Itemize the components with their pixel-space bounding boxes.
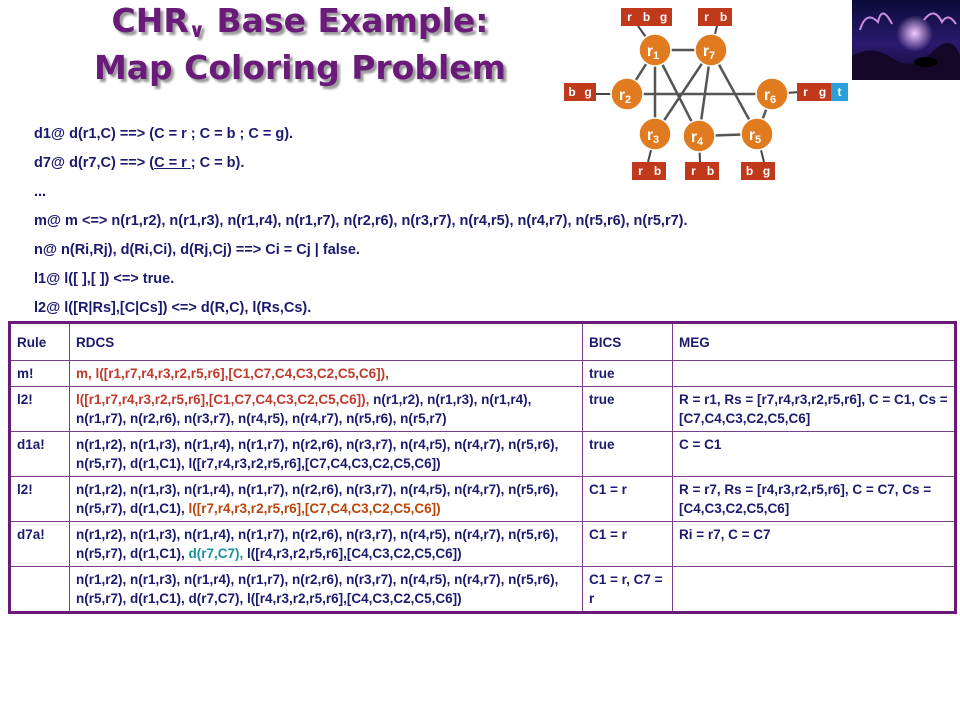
header-meg: MEG — [673, 323, 956, 361]
underlined-choice: C = r — [154, 155, 191, 171]
rdcs-highlight: m, l([r1,r7,r4,r3,r2,r5,r6],[C1,C7,C4,C3,C2,C5,C6]), — [76, 366, 389, 381]
cell-rule: d1a! — [10, 432, 70, 477]
program-line: m@ m <=> n(r1,r2), n(r1,r3), n(r1,r4), n(r1,r7), n(r2,r6), n(r3,r7), n(r4,r5), n(r4,r7), n(r5,r6), n(r5,r7). — [34, 213, 688, 229]
cell-meg: C = C1 — [673, 432, 956, 477]
table-row — [10, 387, 956, 432]
title-line-2: Map Coloring Problem — [93, 48, 507, 87]
cell-bics: C1 = r — [583, 522, 673, 567]
table-row — [10, 522, 956, 567]
execution-trace-table — [8, 321, 957, 614]
svg-text:b: b — [653, 164, 662, 178]
domain-r5 — [741, 162, 775, 180]
cell-rdcs: n(r1,r2), n(r1,r3), n(r1,r4), n(r1,r7), n(r2,r6), n(r3,r7), n(r4,r5), n(r4,r7), n(r5,r6), n(r5,r7), d(r1,C1), d(r7,C7), l([r4,r3,r2,r5,r6],[C4,C3,C2,C5,C6]) — [70, 522, 583, 567]
header-bics: BICS — [583, 323, 673, 361]
svg-text:g: g — [659, 10, 668, 24]
cell-rdcs: n(r1,r2), n(r1,r3), n(r1,r4), n(r1,r7), n(r2,r6), n(r3,r7), n(r4,r5), n(r4,r7), n(r5,r6), n(r5,r7), d(r1,C1), l([r7,r4,r3,r2,r5,r6],[C7,C4,C3,C2,C5,C6]) — [70, 477, 583, 522]
node-label-r6: r6 — [763, 87, 777, 106]
rdcs-highlight: d(r7,C7), — [188, 546, 244, 561]
table-row — [10, 477, 956, 522]
header-rule: Rule — [10, 323, 70, 361]
svg-text:g: g — [818, 85, 827, 99]
cell-rule: l2! — [10, 477, 70, 522]
domain-r7 — [698, 8, 732, 26]
table-header-row — [10, 323, 956, 361]
program-line: d1@ d(r1,C) ==> (C = r ; C = b ; C = g). — [34, 126, 294, 142]
cell-rdcs: l([r1,r7,r4,r3,r2,r5,r6],[C1,C7,C4,C3,C2,C5,C6]), n(r1,r2), n(r1,r3), n(r1,r4), n(r1,r7), n(r2,r6), n(r3,r7), n(r4,r5), n(r4,r7), n(r5,r6), n(r5,r7) — [70, 387, 583, 432]
cell-rule — [10, 567, 70, 613]
svg-text:b: b — [642, 10, 651, 24]
svg-text:g: g — [584, 85, 592, 99]
domain-r2 — [564, 83, 596, 101]
domain-r4 — [685, 162, 719, 180]
header-rdcs: RDCS — [70, 323, 583, 361]
cell-meg — [673, 361, 956, 387]
cell-bics: true — [583, 432, 673, 477]
svg-text:b: b — [706, 164, 715, 178]
node-label-r2: r2 — [618, 87, 632, 106]
svg-text:r: r — [627, 10, 632, 24]
rdcs-highlight: l([r7,r4,r3,r2,r5,r6],[C7,C4,C3,C2,C5,C6]) — [188, 501, 441, 516]
svg-text:r: r — [638, 164, 643, 178]
node-label-r1: r1 — [646, 43, 660, 62]
svg-text:g: g — [762, 164, 771, 178]
cell-meg: R = r1, Rs = [r7,r4,r3,r2,r5,r6], C = C1, Cs = [C7,C4,C3,C2,C5,C6] — [673, 387, 956, 432]
cell-bics: true — [583, 361, 673, 387]
domain-r1 — [621, 8, 672, 26]
cell-bics: C1 = r, C7 = r — [583, 567, 673, 613]
domain-r3 — [632, 162, 666, 180]
svg-text:r: r — [704, 10, 709, 24]
cell-rdcs: n(r1,r2), n(r1,r3), n(r1,r4), n(r1,r7), n(r2,r6), n(r3,r7), n(r4,r5), n(r4,r7), n(r5,r6), n(r5,r7), d(r1,C1), d(r7,C7), l([r4,r3,r2,r5,r6],[C4,C3,C2,C5,C6]) — [70, 567, 583, 613]
cell-rdcs — [70, 361, 583, 387]
cell-rule: m! — [10, 361, 70, 387]
decorative-image — [852, 0, 960, 80]
table-row — [10, 432, 956, 477]
title-line-1: $CHR_\vee$ Base Example: — [111, 1, 489, 42]
svg-text:b: b — [568, 85, 576, 99]
program-line: d7@ d(r7,C) ==> (C = r ; C = b). — [34, 155, 245, 171]
cell-bics: true — [583, 387, 673, 432]
svg-text:r: r — [803, 85, 808, 99]
program-line: ... — [34, 184, 47, 200]
node-label-r3: r3 — [646, 127, 660, 146]
cell-rule: l2! — [10, 387, 70, 432]
cell-rule: d7a! — [10, 522, 70, 567]
program-line: l1@ l([ ],[ ]) <=> true. — [34, 271, 175, 287]
or-subscript: ∨ — [188, 18, 206, 42]
table-row — [10, 567, 956, 613]
cell-rdcs: n(r1,r2), n(r1,r3), n(r1,r4), n(r1,r7), n(r2,r6), n(r3,r7), n(r4,r5), n(r4,r7), n(r5,r6), n(r5,r7), d(r1,C1), l([r7,r4,r3,r2,r5,r6],[C7,C4,C3,C2,C5,C6]) — [70, 432, 583, 477]
node-label-r4: r4 — [690, 129, 704, 148]
cell-meg: R = r7, Rs = [r4,r3,r2,r5,r6], C = C7, Cs = [C4,C3,C2,C5,C6] — [673, 477, 956, 522]
node-label-r5: r5 — [748, 127, 762, 146]
cell-meg: Ri = r7, C = C7 — [673, 522, 956, 567]
node-label-r7: r7 — [702, 43, 716, 62]
map-graph — [560, 0, 850, 190]
slide-title — [20, 2, 580, 87]
table-row — [10, 361, 956, 387]
domain-r6 — [797, 83, 848, 101]
cell-meg — [673, 567, 956, 613]
svg-text:b: b — [745, 164, 754, 178]
svg-text:t: t — [837, 85, 842, 99]
svg-text:b: b — [719, 10, 728, 24]
svg-text:r: r — [691, 164, 696, 178]
program-line: l2@ l([R|Rs],[C|Cs]) <=> d(R,C), l(Rs,Cs). — [34, 300, 312, 316]
program-line: n@ n(Ri,Rj), d(Ri,Ci), d(Rj,Cj) ==> Ci = Cj | false. — [34, 242, 360, 258]
rdcs-highlight: l([r1,r7,r4,r3,r2,r5,r6],[C1,C7,C4,C3,C2,C5,C6]), — [76, 392, 370, 407]
cell-bics: C1 = r — [583, 477, 673, 522]
